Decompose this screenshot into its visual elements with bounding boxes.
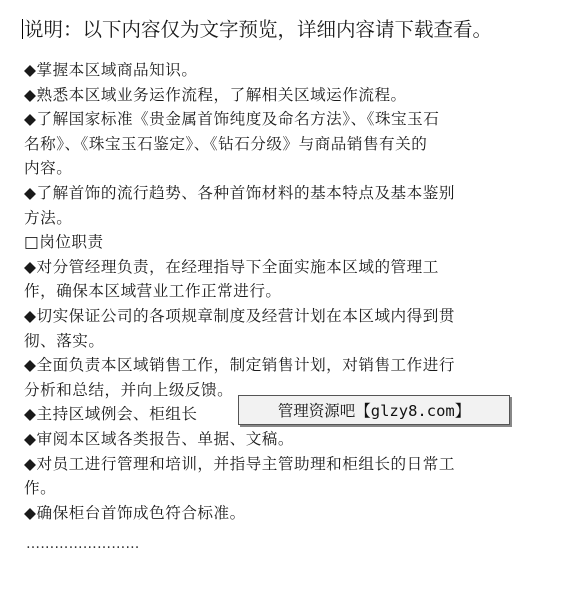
document-body bbox=[24, 58, 544, 525]
body-line: 彻、落实。 bbox=[24, 331, 105, 350]
section-heading: □岗位职责 bbox=[24, 233, 104, 252]
body-line: ◆全面负责本区域销售工作，制定销售计划，对销售工作进行 bbox=[24, 356, 455, 375]
body-line: ◆切实保证公司的各项规章制度及经营计划在本区域内得到贯 bbox=[24, 306, 455, 325]
body-line: ◆熟悉本区域业务运作流程，了解相关区域运作流程。 bbox=[24, 85, 407, 104]
body-line: ◆对员工进行管理和培训，并指导主管助理和柜组长的日常工 bbox=[24, 454, 455, 473]
body-line: ◆审阅本区域各类报告、单据、文稿。 bbox=[24, 429, 294, 448]
preview-notice bbox=[22, 16, 492, 44]
trailing-ellipsis: …………………… bbox=[26, 536, 140, 552]
preview-notice-text: 说明：以下内容仅为文字预览，详细内容请下载查看。 bbox=[24, 18, 493, 41]
body-line: ◆了解首饰的流行趋势、各种首饰材料的基本特点及基本鉴别 bbox=[24, 183, 455, 202]
watermark-banner: 管理资源吧【glzy8.com】 bbox=[238, 395, 510, 425]
body-line: ◆对分管经理负责，在经理指导下全面实施本区域的管理工 bbox=[24, 257, 439, 276]
body-line: 分析和总结，并向上级反馈。 bbox=[24, 380, 234, 399]
body-line: 内容。 bbox=[24, 159, 73, 178]
body-line: 作，确保本区域营业工作正常进行。 bbox=[24, 282, 282, 301]
body-line: ◆了解国家标准《贵金属首饰纯度及命名方法》、《珠宝玉石 bbox=[24, 110, 440, 129]
text-caret bbox=[22, 19, 23, 39]
body-line: 方法。 bbox=[24, 208, 73, 227]
body-line: 作。 bbox=[24, 479, 57, 498]
body-line: 名称》、《珠宝玉石鉴定》、《钻石分级》与商品销售有关的 bbox=[24, 134, 428, 153]
body-line: ◆主持区域例会、柜组长 bbox=[24, 405, 198, 424]
body-line: ◆掌握本区域商品知识。 bbox=[24, 61, 198, 79]
body-line: ◆确保柜台首饰成色符合标准。 bbox=[24, 503, 246, 522]
